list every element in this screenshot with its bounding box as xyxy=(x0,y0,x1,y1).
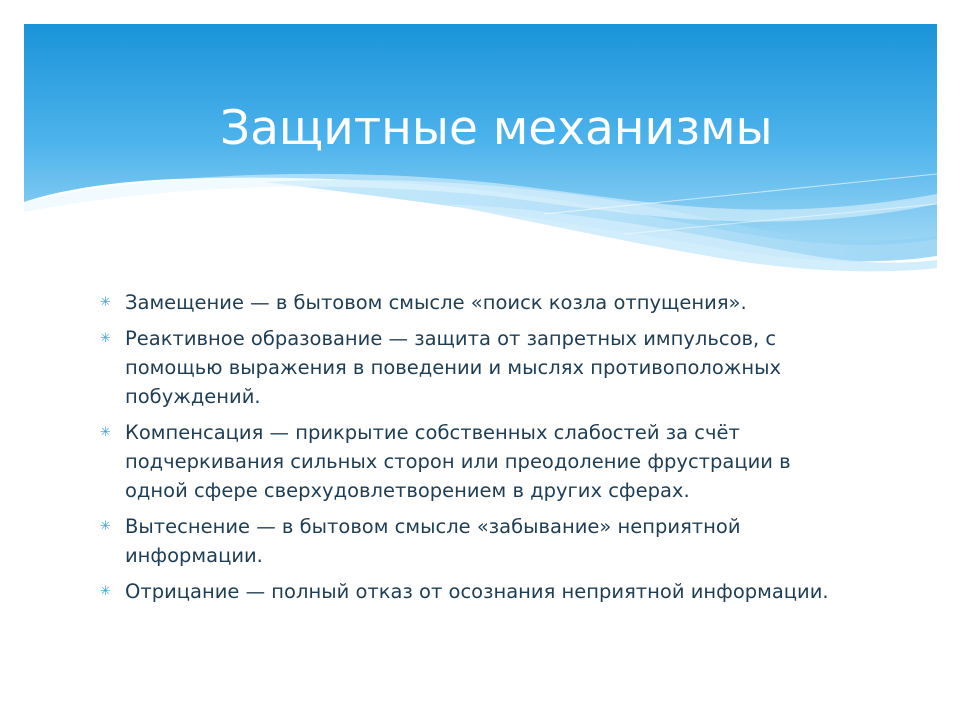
list-item xyxy=(100,288,840,317)
asterisk-icon: ✳ xyxy=(100,584,111,599)
bullet-list-container xyxy=(100,288,840,613)
list-item xyxy=(100,324,840,411)
list-item-text: Реактивное образование — защита от запретных импульсов, с помощью выражения в поведении и мыслях противоположных побуждений. xyxy=(125,327,782,408)
asterisk-icon: ✳ xyxy=(100,331,111,346)
list-item xyxy=(100,512,840,570)
header-banner xyxy=(24,24,937,274)
asterisk-icon: ✳ xyxy=(100,295,111,310)
list-item xyxy=(100,418,840,505)
asterisk-icon: ✳ xyxy=(100,425,111,440)
slide-title: Защитные механизмы xyxy=(220,101,773,156)
list-item-text: Компенсация — прикрытие собственных слабостей за счёт подчеркивания сильных сторон или преодоление фрустрации в одной сфере сверхудовлетворением в других сферах. xyxy=(125,421,791,502)
list-item-text: Вытеснение — в бытовом смысле «забывание» неприятной информации. xyxy=(125,515,741,567)
bullet-list xyxy=(100,288,840,606)
asterisk-icon: ✳ xyxy=(100,519,111,534)
list-item-text: Отрицание — полный отказ от осознания неприятной информации. xyxy=(125,580,829,603)
list-item-text: Замещение — в бытовом смысле «поиск козла отпущения». xyxy=(125,291,747,314)
list-item xyxy=(100,577,840,606)
